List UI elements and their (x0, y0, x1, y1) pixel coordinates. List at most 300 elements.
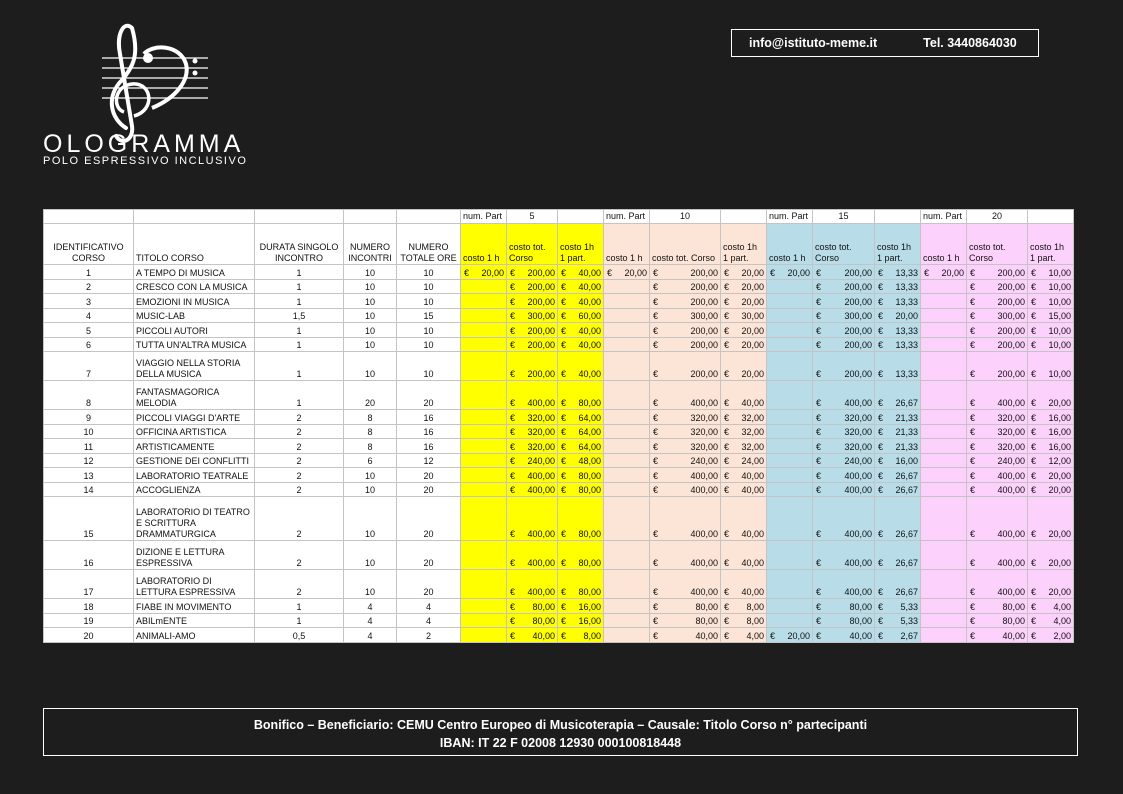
cost-part-cell (558, 628, 604, 643)
cost-hour-cell (767, 265, 813, 280)
amount: 400,00 (527, 398, 555, 408)
course-id-cell: 12 (44, 453, 134, 468)
euro-sign: € (816, 398, 822, 408)
cost-part-cell (1028, 468, 1074, 483)
duration-cell: 1 (255, 352, 344, 381)
cost-part-cell (875, 308, 921, 323)
cost-hour-cell (604, 323, 650, 338)
meetings-cell: 8 (344, 410, 397, 425)
meetings-cell: 10 (344, 541, 397, 570)
cost-course-cell (507, 279, 558, 294)
amount: 320,00 (997, 441, 1025, 452)
euro-sign: € (724, 485, 730, 495)
course-title-cell: ANIMALI-AMO (134, 628, 255, 643)
amount: 80,00 (578, 558, 601, 568)
meetings-cell: 8 (344, 439, 397, 454)
cost-part-cell (1028, 424, 1074, 439)
cost-course-cell (813, 352, 875, 381)
cost-part-cell (558, 599, 604, 614)
cost-hour-cell (461, 453, 507, 468)
amount: 21,33 (895, 427, 918, 437)
amount: 200,00 (844, 267, 872, 278)
euro-sign: € (1031, 282, 1037, 292)
meetings-cell: 20 (344, 381, 397, 410)
cost-hour-cell (921, 265, 967, 280)
euro-sign: € (653, 470, 659, 481)
course-title-cell: MUSIC-LAB (134, 308, 255, 323)
amount: 200,00 (844, 325, 872, 336)
table-row (44, 279, 1074, 294)
cost-course-cell (507, 308, 558, 323)
amount: 40,00 (578, 340, 601, 350)
cost-part-cell (721, 453, 767, 468)
cost-course-cell (650, 323, 721, 338)
euro-sign: € (724, 456, 730, 466)
table-row (44, 352, 1074, 381)
col-header-cost-course: costo tot. Corso (507, 224, 558, 265)
course-id-cell: 19 (44, 613, 134, 628)
course-title-cell: TUTTA UN'ALTRA MUSICA (134, 337, 255, 352)
amount: 400,00 (527, 587, 555, 597)
cost-part-cell (875, 599, 921, 614)
cost-course-cell (507, 613, 558, 628)
euro-sign: € (878, 441, 884, 452)
amount: 200,00 (690, 369, 718, 379)
cost-course-cell (650, 570, 721, 599)
cost-course-cell (507, 294, 558, 309)
header-row (44, 224, 1074, 265)
cost-course-cell (813, 599, 875, 614)
euro-sign: € (510, 441, 516, 452)
amount: 40,00 (849, 630, 872, 641)
amount: 40,00 (1002, 630, 1025, 641)
meetings-cell: 10 (344, 323, 397, 338)
course-id-cell: 8 (44, 381, 134, 410)
cost-part-cell (1028, 294, 1074, 309)
euro-sign: € (816, 325, 822, 336)
euro-sign: € (816, 282, 822, 292)
cost-hour-cell (604, 294, 650, 309)
euro-sign: € (561, 325, 567, 336)
amount: 400,00 (997, 398, 1025, 408)
course-title-cell: ARTISTICAMENTE (134, 439, 255, 454)
cost-course-cell (650, 352, 721, 381)
euro-sign: € (653, 267, 659, 278)
cost-course-cell (967, 265, 1028, 280)
cost-course-cell (967, 410, 1028, 425)
amount: 4,00 (1053, 616, 1071, 626)
total-hours-cell: 2 (397, 628, 461, 643)
amount: 200,00 (690, 296, 718, 307)
cost-hour-cell (604, 265, 650, 280)
course-id-cell: 9 (44, 410, 134, 425)
amount: 10,00 (1048, 267, 1071, 278)
cost-part-cell (875, 453, 921, 468)
euro-sign: € (653, 427, 659, 437)
col-header-cost-course: costo tot. Corso (967, 224, 1028, 265)
cost-hour-cell (921, 410, 967, 425)
euro-sign: € (1031, 325, 1037, 336)
cost-part-cell (721, 294, 767, 309)
cost-hour-cell (604, 468, 650, 483)
euro-sign: € (510, 456, 516, 466)
meetings-cell: 4 (344, 628, 397, 643)
col-header-cost-hour: costo 1 h (461, 224, 507, 265)
euro-sign: € (561, 267, 567, 278)
table-row (44, 570, 1074, 599)
cost-part-cell (558, 468, 604, 483)
euro-sign: € (816, 311, 822, 321)
group-15-label: 15 (813, 210, 875, 224)
euro-sign: € (653, 630, 659, 641)
amount: 200,00 (690, 282, 718, 292)
cost-course-cell (650, 599, 721, 614)
amount: 80,00 (578, 470, 601, 481)
euro-sign: € (510, 616, 516, 626)
total-hours-cell: 20 (397, 468, 461, 483)
cost-part-cell (875, 628, 921, 643)
course-title-cell: ACCOGLIENZA (134, 482, 255, 497)
duration-cell: 1 (255, 294, 344, 309)
euro-sign: € (878, 311, 884, 321)
euro-sign: € (510, 529, 516, 539)
euro-sign: € (1031, 529, 1037, 539)
col-header-title: TITOLO CORSO (134, 224, 255, 265)
table-row (44, 381, 1074, 410)
euro-sign: € (1031, 441, 1037, 452)
euro-sign: € (561, 311, 567, 321)
euro-sign: € (878, 369, 884, 379)
euro-sign: € (878, 456, 884, 466)
total-hours-cell: 20 (397, 541, 461, 570)
cost-hour-cell (767, 468, 813, 483)
contact-email[interactable]: info@istituto-meme.it (749, 36, 878, 50)
course-title-cell: LABORATORIO DI LETTURA ESPRESSIVA (134, 570, 255, 599)
euro-sign: € (970, 558, 976, 568)
cost-hour-cell (461, 294, 507, 309)
amount: 320,00 (690, 441, 718, 452)
cost-course-cell (813, 453, 875, 468)
course-title-cell: FIABE IN MOVIMENTO (134, 599, 255, 614)
duration-cell: 1 (255, 279, 344, 294)
amount: 26,67 (895, 485, 918, 495)
course-id-cell: 13 (44, 468, 134, 483)
total-hours-cell: 16 (397, 424, 461, 439)
cost-part-cell (875, 294, 921, 309)
amount: 16,00 (895, 456, 918, 466)
cost-hour-cell (604, 599, 650, 614)
duration-cell: 1 (255, 613, 344, 628)
amount: 20,00 (1048, 485, 1071, 495)
euro-sign: € (1031, 296, 1037, 307)
cost-hour-cell (921, 613, 967, 628)
cost-course-cell (813, 381, 875, 410)
euro-sign: € (1031, 485, 1037, 495)
euro-sign: € (653, 558, 659, 568)
euro-sign: € (653, 340, 659, 350)
meetings-cell: 10 (344, 468, 397, 483)
euro-sign: € (1031, 369, 1037, 379)
euro-sign: € (970, 529, 976, 539)
duration-cell: 2 (255, 410, 344, 425)
amount: 400,00 (527, 470, 555, 481)
cost-hour-cell (461, 381, 507, 410)
group-20-label: 20 (967, 210, 1028, 224)
euro-sign: € (653, 587, 659, 597)
amount: 40,00 (741, 558, 764, 568)
cost-course-cell (650, 424, 721, 439)
amount: 80,00 (1002, 601, 1025, 612)
cost-hour-cell (767, 439, 813, 454)
logo-name: OLOGRAMMA (43, 130, 245, 158)
euro-sign: € (724, 398, 730, 408)
meetings-cell: 10 (344, 279, 397, 294)
amount: 13,33 (895, 282, 918, 292)
cost-hour-cell (604, 570, 650, 599)
cost-course-cell (813, 570, 875, 599)
course-id-cell: 20 (44, 628, 134, 643)
cost-part-cell (721, 279, 767, 294)
euro-sign: € (816, 616, 822, 626)
amount: 320,00 (690, 412, 718, 423)
cost-course-cell (967, 613, 1028, 628)
euro-sign: € (816, 587, 822, 597)
euro-sign: € (653, 282, 659, 292)
duration-cell: 1,5 (255, 308, 344, 323)
amount: 8,00 (583, 630, 601, 641)
euro-sign: € (653, 369, 659, 379)
amount: 200,00 (527, 296, 555, 307)
cost-course-cell (967, 628, 1028, 643)
cost-part-cell (558, 381, 604, 410)
cost-part-cell (558, 541, 604, 570)
course-id-cell: 7 (44, 352, 134, 381)
cost-part-cell (875, 497, 921, 541)
amount: 5,33 (900, 601, 918, 612)
contact-phone[interactable]: Tel. 3440864030 (923, 36, 1017, 50)
amount: 20,00 (1048, 470, 1071, 481)
col-header-hours: NUMERO TOTALE ORE (397, 224, 461, 265)
cost-part-cell (558, 424, 604, 439)
euro-sign: € (724, 529, 730, 539)
cost-part-cell (1028, 308, 1074, 323)
total-hours-cell: 20 (397, 482, 461, 497)
cost-course-cell (813, 337, 875, 352)
payment-info-box (43, 708, 1078, 756)
cost-course-cell (813, 497, 875, 541)
cost-hour-cell (604, 482, 650, 497)
euro-sign: € (510, 398, 516, 408)
cost-part-cell (875, 279, 921, 294)
cost-hour-cell (767, 410, 813, 425)
amount: 20,00 (787, 630, 810, 641)
amount: 20,00 (741, 267, 764, 278)
amount: 40,00 (578, 267, 601, 278)
cost-course-cell (967, 352, 1028, 381)
euro-sign: € (561, 630, 567, 641)
euro-sign: € (724, 369, 730, 379)
euro-sign: € (561, 427, 567, 437)
amount: 4,00 (746, 630, 764, 641)
meetings-cell: 6 (344, 453, 397, 468)
cost-part-cell (1028, 541, 1074, 570)
course-title-cell: ABILmENTE (134, 613, 255, 628)
cost-hour-cell (767, 279, 813, 294)
amount: 13,33 (895, 340, 918, 350)
amount: 200,00 (527, 340, 555, 350)
amount: 20,00 (787, 267, 810, 278)
group-5-label: 5 (507, 210, 558, 224)
amount: 16,00 (1048, 427, 1071, 437)
cost-course-cell (507, 439, 558, 454)
cost-course-cell (650, 308, 721, 323)
euro-sign: € (724, 267, 730, 278)
cost-part-cell (721, 424, 767, 439)
cost-hour-cell (767, 352, 813, 381)
meetings-cell: 10 (344, 570, 397, 599)
euro-sign: € (607, 267, 613, 278)
cost-part-cell (1028, 599, 1074, 614)
amount: 200,00 (844, 369, 872, 379)
amount: 20,00 (1048, 587, 1071, 597)
course-title-cell: PICCOLI AUTORI (134, 323, 255, 338)
cost-part-cell (721, 265, 767, 280)
table-row (44, 294, 1074, 309)
euro-sign: € (561, 529, 567, 539)
total-hours-cell: 10 (397, 279, 461, 294)
course-id-cell: 15 (44, 497, 134, 541)
cost-course-cell (813, 541, 875, 570)
amount: 20,00 (624, 267, 647, 278)
col-header-meetings: NUMERO INCONTRI (344, 224, 397, 265)
amount: 13,33 (895, 369, 918, 379)
amount: 24,00 (741, 456, 764, 466)
euro-sign: € (561, 470, 567, 481)
euro-sign: € (970, 601, 976, 612)
euro-sign: € (970, 296, 976, 307)
group-10-label: 10 (650, 210, 721, 224)
euro-sign: € (970, 456, 976, 466)
amount: 200,00 (997, 340, 1025, 350)
amount: 64,00 (578, 441, 601, 452)
amount: 300,00 (997, 311, 1025, 321)
amount: 300,00 (844, 311, 872, 321)
cost-hour-cell (767, 308, 813, 323)
cost-hour-cell (461, 424, 507, 439)
cost-part-cell (721, 439, 767, 454)
cost-course-cell (967, 294, 1028, 309)
amount: 200,00 (527, 369, 555, 379)
course-title-cell: PICCOLI VIAGGI D'ARTE (134, 410, 255, 425)
amount: 16,00 (1048, 412, 1071, 423)
euro-sign: € (561, 282, 567, 292)
cost-course-cell (813, 439, 875, 454)
cost-course-cell (650, 628, 721, 643)
cost-part-cell (1028, 265, 1074, 280)
euro-sign: € (1031, 456, 1037, 466)
cost-course-cell (967, 424, 1028, 439)
cost-course-cell (507, 599, 558, 614)
cost-hour-cell (461, 323, 507, 338)
amount: 40,00 (741, 485, 764, 495)
contact-box (731, 29, 1039, 57)
duration-cell: 0,5 (255, 628, 344, 643)
euro-sign: € (1031, 558, 1037, 568)
cost-part-cell (721, 352, 767, 381)
amount: 80,00 (578, 587, 601, 597)
euro-sign: € (510, 296, 516, 307)
euro-sign: € (970, 267, 976, 278)
euro-sign: € (816, 630, 822, 641)
course-id-cell: 1 (44, 265, 134, 280)
euro-sign: € (970, 325, 976, 336)
amount: 400,00 (844, 587, 872, 597)
euro-sign: € (1031, 616, 1037, 626)
euro-sign: € (653, 325, 659, 336)
amount: 200,00 (997, 369, 1025, 379)
cost-course-cell (650, 265, 721, 280)
euro-sign: € (510, 282, 516, 292)
cost-course-cell (507, 468, 558, 483)
euro-sign: € (770, 267, 776, 278)
euro-sign: € (510, 340, 516, 350)
euro-sign: € (816, 441, 822, 452)
euro-sign: € (1031, 412, 1037, 423)
cost-hour-cell (604, 337, 650, 352)
cost-part-cell (558, 337, 604, 352)
col-header-cost-part: costo 1h 1 part. (1028, 224, 1074, 265)
cost-part-cell (875, 265, 921, 280)
amount: 400,00 (527, 485, 555, 495)
cost-hour-cell (921, 453, 967, 468)
course-id-cell: 2 (44, 279, 134, 294)
logo-subtitle: POLO ESPRESSIVO INCLUSIVO (43, 155, 248, 167)
cost-course-cell (967, 468, 1028, 483)
amount: 200,00 (844, 340, 872, 350)
amount: 80,00 (849, 616, 872, 626)
cost-hour-cell (767, 294, 813, 309)
amount: 13,33 (895, 267, 918, 278)
cost-part-cell (721, 613, 767, 628)
cost-part-cell (721, 337, 767, 352)
amount: 40,00 (741, 587, 764, 597)
num-part-label: num. Part (767, 210, 813, 224)
cost-part-cell (721, 482, 767, 497)
cost-part-cell (1028, 323, 1074, 338)
cost-course-cell (650, 439, 721, 454)
amount: 64,00 (578, 427, 601, 437)
duration-cell: 2 (255, 468, 344, 483)
euro-sign: € (816, 456, 822, 466)
amount: 400,00 (997, 529, 1025, 539)
amount: 20,00 (895, 311, 918, 321)
total-hours-cell: 10 (397, 323, 461, 338)
amount: 200,00 (997, 282, 1025, 292)
cost-hour-cell (767, 323, 813, 338)
amount: 8,00 (746, 601, 764, 612)
cost-part-cell (1028, 570, 1074, 599)
col-header-cost-course: costo tot. Corso (813, 224, 875, 265)
cost-part-cell (721, 410, 767, 425)
amount: 400,00 (844, 470, 872, 481)
amount: 32,00 (741, 441, 764, 452)
cost-part-cell (721, 497, 767, 541)
meetings-cell: 10 (344, 265, 397, 280)
amount: 20,00 (741, 340, 764, 350)
cost-part-cell (875, 482, 921, 497)
euro-sign: € (970, 369, 976, 379)
euro-sign: € (970, 470, 976, 481)
